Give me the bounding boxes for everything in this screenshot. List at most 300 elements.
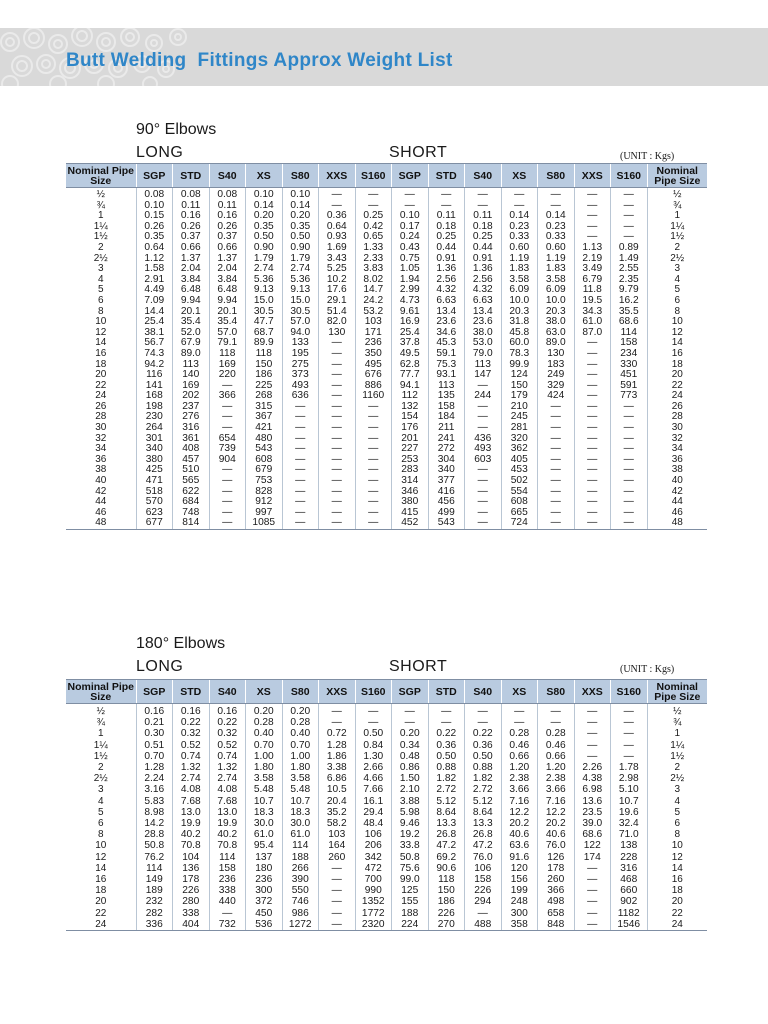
table-cell: 0.11 xyxy=(465,211,502,222)
table-cell: 1772 xyxy=(355,908,392,919)
table-cell: 156 xyxy=(501,874,538,885)
table-cell: 0.91 xyxy=(428,254,465,265)
table-cell: 415 xyxy=(392,508,429,519)
table-cell: 47.2 xyxy=(428,840,465,851)
table-cell: 260 xyxy=(538,874,575,885)
table-cell: 2½ xyxy=(647,254,707,265)
table-cell: 189 xyxy=(136,885,173,896)
table-cell: — xyxy=(574,423,611,434)
table-cell: — xyxy=(611,222,648,233)
table-cell: 40.6 xyxy=(538,829,575,840)
table-cell: 350 xyxy=(355,349,392,360)
table-cell: — xyxy=(282,497,319,508)
table-cell: — xyxy=(319,423,356,434)
table-cell: — xyxy=(574,728,611,739)
table-cell: 124 xyxy=(501,370,538,381)
table-cell: 6.09 xyxy=(538,285,575,296)
table-cell: — xyxy=(574,908,611,919)
table-cell: 366 xyxy=(538,885,575,896)
table-cell: 13.3 xyxy=(428,818,465,829)
table-cell: 700 xyxy=(355,874,392,885)
table-cell: — xyxy=(611,444,648,455)
table-cell: — xyxy=(209,465,246,476)
table-cell: 40 xyxy=(647,476,707,487)
table-cell: 6.98 xyxy=(574,784,611,795)
table-row xyxy=(66,896,707,907)
table-cell: 550 xyxy=(282,885,319,896)
table-cell: 10.7 xyxy=(282,796,319,807)
table-cell: 0.22 xyxy=(465,728,502,739)
table-cell: 28 xyxy=(647,412,707,423)
table-cell: 658 xyxy=(538,908,575,919)
table-cell: 0.75 xyxy=(392,254,429,265)
table-cell: 169 xyxy=(209,360,246,371)
table-cell: — xyxy=(611,434,648,445)
table-cell: — xyxy=(465,704,502,718)
table-cell: — xyxy=(282,434,319,445)
table-cell: — xyxy=(319,874,356,885)
table-cell: 3 xyxy=(97,264,104,275)
table-row xyxy=(66,307,707,318)
table-cell: 425 xyxy=(136,465,173,476)
table-row xyxy=(66,773,707,784)
table-cell: 2 xyxy=(647,243,707,254)
table-cell: — xyxy=(574,874,611,885)
table-cell: 120 xyxy=(501,863,538,874)
table-cell: 0.46 xyxy=(501,740,538,751)
table-cell: 1.20 xyxy=(538,762,575,773)
table-row xyxy=(66,807,707,818)
table-cell: 0.25 xyxy=(465,232,502,243)
table-cell: 33.8 xyxy=(392,840,429,851)
table-cell: — xyxy=(319,908,356,919)
table-cell: 236 xyxy=(355,338,392,349)
table-cell: 367 xyxy=(246,412,283,423)
table-cell: 87.0 xyxy=(574,328,611,339)
table-cell: 1½ xyxy=(93,750,108,762)
table-cell: 176 xyxy=(392,423,429,434)
table-cell: 12 xyxy=(95,327,107,338)
table-cell: 8.02 xyxy=(355,275,392,286)
table-cell: 20 xyxy=(95,370,107,381)
table-cell: — xyxy=(319,465,356,476)
table-cell: — xyxy=(319,497,356,508)
table-cell: 30.5 xyxy=(282,307,319,318)
table-cell: 12 xyxy=(95,851,107,863)
table-cell: 436 xyxy=(465,434,502,445)
table-cell: — xyxy=(465,402,502,413)
table-cell: 16.1 xyxy=(355,796,392,807)
table-cell: — xyxy=(392,188,429,201)
table-cell: — xyxy=(574,232,611,243)
table-cell: 14.7 xyxy=(355,285,392,296)
table-cell: 70.8 xyxy=(173,840,210,851)
table-cell: 38.0 xyxy=(538,317,575,328)
table-cell: 47.7 xyxy=(246,317,283,328)
table-cell: 1352 xyxy=(355,896,392,907)
table-cell: 125 xyxy=(392,885,429,896)
table-cell: — xyxy=(574,370,611,381)
table-body xyxy=(66,704,707,931)
table-cell: 30 xyxy=(95,423,107,434)
table-cell: 499 xyxy=(428,508,465,519)
table-cell: 6 xyxy=(647,818,707,829)
unit-label: (UNIT : Kgs) xyxy=(620,664,675,675)
table-cell: — xyxy=(319,412,356,423)
table-cell: 71.0 xyxy=(611,829,648,840)
table-cell: 421 xyxy=(246,423,283,434)
table-cell: 0.16 xyxy=(173,704,210,718)
table-cell: 3.66 xyxy=(538,784,575,795)
table-cell: 58.2 xyxy=(319,818,356,829)
table-cell: 498 xyxy=(538,896,575,907)
table-cell: 186 xyxy=(428,896,465,907)
table-cell: 20 xyxy=(95,896,107,908)
table-cell: 0.65 xyxy=(355,232,392,243)
table-cell: 8 xyxy=(647,829,707,840)
table-cell: 0.28 xyxy=(246,717,283,728)
table-cell: 42 xyxy=(95,486,107,497)
table-cell: — xyxy=(538,487,575,498)
table-cell: 6 xyxy=(97,818,104,830)
table-cell: 15.0 xyxy=(282,296,319,307)
column-header: XS xyxy=(501,164,538,188)
table-cell: 0.16 xyxy=(173,211,210,222)
table-cell: 1½ xyxy=(93,232,108,243)
table-cell: 169 xyxy=(173,381,210,392)
table-cell: 154 xyxy=(392,412,429,423)
table-row xyxy=(66,264,707,275)
table-cell: 23.6 xyxy=(465,317,502,328)
table-cell: — xyxy=(611,518,648,529)
table-cell: — xyxy=(355,497,392,508)
table-cell: 13.3 xyxy=(465,818,502,829)
table-cell: — xyxy=(392,704,429,718)
table-cell: 227 xyxy=(392,444,429,455)
table-cell: 226 xyxy=(173,885,210,896)
table-cell: 3.58 xyxy=(501,275,538,286)
table-cell: 424 xyxy=(538,391,575,402)
table-cell: 390 xyxy=(282,874,319,885)
column-header: S40 xyxy=(465,164,502,188)
table-cell: 2 xyxy=(647,762,707,773)
table-cell: — xyxy=(355,402,392,413)
table-cell: 1.05 xyxy=(392,264,429,275)
table-cell: 138 xyxy=(611,840,648,851)
table-cell: 30.0 xyxy=(282,818,319,829)
table-cell: 188 xyxy=(392,908,429,919)
column-header: S40 xyxy=(209,680,246,704)
table-cell: 10 xyxy=(95,840,107,852)
table-cell: — xyxy=(319,402,356,413)
table-cell: 14 xyxy=(95,338,107,349)
table-cell: 183 xyxy=(538,360,575,371)
table-cell: 12.2 xyxy=(538,807,575,818)
table-cell: 18.3 xyxy=(246,807,283,818)
table-cell: 2.04 xyxy=(173,264,210,275)
table-cell: 0.35 xyxy=(246,222,283,233)
table-row xyxy=(66,465,707,476)
table-cell: 623 xyxy=(136,508,173,519)
table-cell: 63.6 xyxy=(501,840,538,851)
table-cell: — xyxy=(611,232,648,243)
table-cell: 14.2 xyxy=(136,818,173,829)
table-cell: — xyxy=(209,423,246,434)
table-cell: 114 xyxy=(136,863,173,874)
table-cell: 0.08 xyxy=(173,188,210,201)
table-cell: 554 xyxy=(501,487,538,498)
table-cell: 1.69 xyxy=(319,243,356,254)
table-row xyxy=(66,391,707,402)
table-cell: 1 xyxy=(97,728,104,740)
table-cell: 814 xyxy=(173,518,210,529)
table-cell: 226 xyxy=(428,908,465,919)
table-cell: 114 xyxy=(611,328,648,339)
table-cell: 6.63 xyxy=(428,296,465,307)
table-cell: 20.3 xyxy=(538,307,575,318)
table-cell: 457 xyxy=(173,455,210,466)
table-cell: 7.16 xyxy=(538,796,575,807)
table-cell: 510 xyxy=(173,465,210,476)
table-cell: 416 xyxy=(428,487,465,498)
table-cell: 150 xyxy=(246,360,283,371)
table-cell: 0.70 xyxy=(136,751,173,762)
table-cell: 13.0 xyxy=(173,807,210,818)
table-cell: — xyxy=(428,704,465,718)
table-cell: 6.09 xyxy=(501,285,538,296)
table-cell: 886 xyxy=(355,381,392,392)
table-cell: 0.10 xyxy=(136,201,173,212)
table-cell: 677 xyxy=(136,518,173,529)
table-cell: 26 xyxy=(647,402,707,413)
table-cell: 608 xyxy=(501,497,538,508)
table-row xyxy=(66,829,707,840)
table-cell: 23.6 xyxy=(428,317,465,328)
table-cell: 67.9 xyxy=(173,338,210,349)
table-cell: 2.98 xyxy=(611,773,648,784)
table-row xyxy=(66,370,707,381)
table-cell: 10 xyxy=(647,840,707,851)
table-cell: 3.58 xyxy=(282,773,319,784)
table-cell: 724 xyxy=(501,518,538,529)
table-cell: 158 xyxy=(209,863,246,874)
table-cell: 4.32 xyxy=(428,285,465,296)
table-cell: 300 xyxy=(501,908,538,919)
table-cell: 3 xyxy=(647,784,707,795)
table-cell: 329 xyxy=(538,381,575,392)
table-cell: 40 xyxy=(95,476,107,487)
table-cell: 1160 xyxy=(355,391,392,402)
table-cell: 4.49 xyxy=(136,285,173,296)
table-cell: 90.6 xyxy=(428,863,465,874)
table-cell: 25.4 xyxy=(136,317,173,328)
table-cell: — xyxy=(282,423,319,434)
table-cell: — xyxy=(538,704,575,718)
table-cell: 660 xyxy=(611,885,648,896)
table-cell: 3.43 xyxy=(319,254,356,265)
table-cell: 260 xyxy=(319,852,356,863)
table-cell: 377 xyxy=(428,476,465,487)
table-cell: 34.6 xyxy=(428,328,465,339)
header-banner xyxy=(0,28,768,86)
table-cell: 244 xyxy=(465,391,502,402)
table-cell: 1.28 xyxy=(136,762,173,773)
table-cell: 89.9 xyxy=(246,338,283,349)
table-cell: — xyxy=(574,349,611,360)
table-cell: 0.22 xyxy=(173,717,210,728)
table-cell: 18 xyxy=(647,885,707,896)
table-cell: — xyxy=(501,201,538,212)
table-cell: 226 xyxy=(465,885,502,896)
table-cell: 19.2 xyxy=(392,829,429,840)
table-row xyxy=(66,908,707,919)
table-cell: 26 xyxy=(95,401,107,412)
table-cell: — xyxy=(319,201,356,212)
table-cell: 748 xyxy=(173,508,210,519)
table-cell: 0.16 xyxy=(136,704,173,718)
table-cell: 4.08 xyxy=(209,784,246,795)
table-cell: 0.21 xyxy=(136,717,173,728)
table-cell: 137 xyxy=(246,852,283,863)
table-cell: 2.72 xyxy=(428,784,465,795)
table-cell: 50.8 xyxy=(136,840,173,851)
table-cell: — xyxy=(574,338,611,349)
table-cell: — xyxy=(574,508,611,519)
table-cell: 340 xyxy=(136,444,173,455)
table-row xyxy=(66,796,707,807)
table-cell: 2.74 xyxy=(282,264,319,275)
table-cell: 118 xyxy=(209,349,246,360)
table-cell: — xyxy=(319,704,356,718)
table-cell: 0.14 xyxy=(246,201,283,212)
table-cell: 0.66 xyxy=(209,243,246,254)
table-cell: 29.1 xyxy=(319,296,356,307)
column-header: S80 xyxy=(282,680,319,704)
table-cell: 24 xyxy=(647,919,707,931)
table-cell: 39.0 xyxy=(574,818,611,829)
table-row xyxy=(66,728,707,739)
table-cell: 518 xyxy=(136,487,173,498)
table-cell: 22 xyxy=(95,380,107,391)
table-header-row xyxy=(66,164,707,188)
table-cell: 2.66 xyxy=(355,762,392,773)
table-cell: 82.0 xyxy=(319,317,356,328)
table-cell: 150 xyxy=(501,381,538,392)
table-cell: 36 xyxy=(647,455,707,466)
table-cell: — xyxy=(465,423,502,434)
table-cell: 3.88 xyxy=(392,796,429,807)
table-cell: 0.26 xyxy=(173,222,210,233)
column-header: STD xyxy=(428,680,465,704)
table-cell: — xyxy=(209,497,246,508)
table-cell: 0.84 xyxy=(355,740,392,751)
table-cell: — xyxy=(574,896,611,907)
table-cell: 69.2 xyxy=(428,852,465,863)
table-cell: 362 xyxy=(501,444,538,455)
table-cell: — xyxy=(574,444,611,455)
table-cell: 1.20 xyxy=(501,762,538,773)
table-cell: 0.28 xyxy=(501,728,538,739)
table-cell: 361 xyxy=(173,434,210,445)
table-cell: 133 xyxy=(282,338,319,349)
table-cell: 0.37 xyxy=(209,232,246,243)
table-cell: 0.33 xyxy=(538,232,575,243)
table-cell: 3.58 xyxy=(246,773,283,784)
table-cell: 9.79 xyxy=(611,285,648,296)
table-cell: 338 xyxy=(209,885,246,896)
table-row xyxy=(66,919,707,931)
table-cell: 32 xyxy=(95,433,107,444)
table-cell: 2.56 xyxy=(428,275,465,286)
table-cell: 211 xyxy=(428,423,465,434)
column-header: S160 xyxy=(355,680,392,704)
table-cell: 1¼ xyxy=(647,222,707,233)
table-cell: 1.80 xyxy=(282,762,319,773)
table-cell: 2.33 xyxy=(355,254,392,265)
long-label: LONG xyxy=(136,658,184,675)
table-cell: 18 xyxy=(95,359,107,370)
table-cell: 346 xyxy=(392,487,429,498)
table-cell: 10.0 xyxy=(538,296,575,307)
table-cell: 201 xyxy=(392,434,429,445)
table-cell: — xyxy=(611,201,648,212)
table-cell: 9.61 xyxy=(392,307,429,318)
table-cell: — xyxy=(355,487,392,498)
table-cell: 1.58 xyxy=(136,264,173,275)
table-cell: 253 xyxy=(392,455,429,466)
table-cell: 1.30 xyxy=(355,751,392,762)
table-cell: — xyxy=(319,434,356,445)
column-header: S40 xyxy=(209,164,246,188)
table-cell: 46 xyxy=(647,508,707,519)
table-cell: 35.4 xyxy=(173,317,210,328)
table-cell: 46 xyxy=(95,507,107,518)
table-cell: 0.22 xyxy=(428,728,465,739)
table-cell: 0.91 xyxy=(465,254,502,265)
table-cell: 158 xyxy=(465,874,502,885)
table-cell: — xyxy=(574,751,611,762)
table-cell: 237 xyxy=(173,402,210,413)
table-cell: 404 xyxy=(173,919,210,931)
table-cell: 1.36 xyxy=(428,264,465,275)
table-cell: — xyxy=(538,188,575,201)
column-header: Nominal Pipe Size xyxy=(647,164,707,188)
table-row xyxy=(66,784,707,795)
table-cell: ½ xyxy=(96,189,105,200)
table-cell: 48.4 xyxy=(355,818,392,829)
table-cell: 5.48 xyxy=(282,784,319,795)
table-cell: — xyxy=(574,211,611,222)
table-cell: — xyxy=(355,476,392,487)
table-cell: 2½ xyxy=(93,773,108,785)
table-cell: — xyxy=(355,465,392,476)
table-row xyxy=(66,434,707,445)
table-cell: 0.10 xyxy=(246,188,283,201)
table-cell: — xyxy=(465,717,502,728)
table-cell: 1.28 xyxy=(319,740,356,751)
table-cell: — xyxy=(538,518,575,529)
table-cell: 16.2 xyxy=(611,296,648,307)
table-cell: 0.18 xyxy=(428,222,465,233)
table-cell: 150 xyxy=(428,885,465,896)
column-header: SGP xyxy=(136,164,173,188)
table-cell: 1¼ xyxy=(647,740,707,751)
table-cell: 61.0 xyxy=(574,317,611,328)
table-cell: 0.60 xyxy=(501,243,538,254)
table-cell: — xyxy=(355,188,392,201)
table-cell: 47.2 xyxy=(465,840,502,851)
table-cell: 0.20 xyxy=(282,211,319,222)
